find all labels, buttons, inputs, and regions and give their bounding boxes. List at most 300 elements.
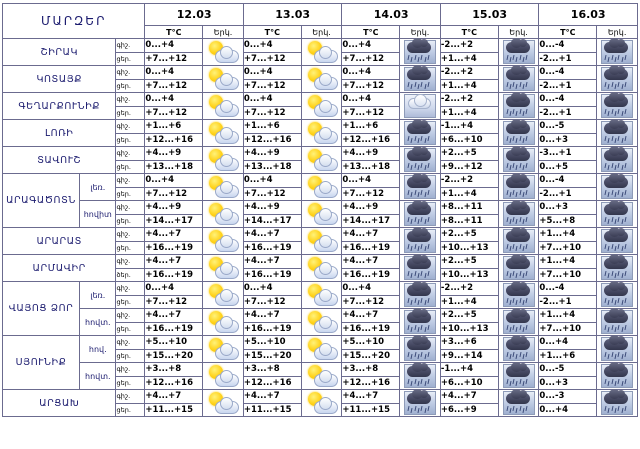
temperature-cell-1: +4...+7 <box>243 228 301 242</box>
sky-condition-cell-2 <box>400 147 441 174</box>
sky-condition-cell-3 <box>498 282 539 309</box>
temperature-cell-0: +5...+10 <box>145 336 203 350</box>
region-name: ՏԱՎՈՒՇ <box>3 147 116 174</box>
sunny-cloud-icon <box>305 66 339 92</box>
temperature-cell-1: +4...+7 <box>243 255 301 269</box>
sky-condition-cell-0 <box>203 390 244 417</box>
sky-condition-cell-1 <box>301 363 342 390</box>
table-row <box>3 120 638 134</box>
sky-condition-cell-4 <box>597 390 638 417</box>
temperature-cell-4: +1...+4 <box>539 309 597 323</box>
temperature-cell-2: +16...+19 <box>342 241 400 255</box>
time-of-day-label: գիշ. <box>116 147 145 161</box>
rain-cloud-icon <box>600 93 634 119</box>
time-of-day-label: գիշ. <box>116 255 145 269</box>
sunny-cloud-icon <box>206 93 240 119</box>
rain-cloud-icon <box>600 174 634 200</box>
sky-condition-cell-2 <box>400 66 441 93</box>
table-row <box>3 201 638 215</box>
temperature-cell-0: +12...+16 <box>145 376 203 390</box>
sky-condition-cell-2 <box>400 201 441 228</box>
sky-condition-cell-0 <box>203 282 244 309</box>
rain-cloud-icon <box>600 363 634 389</box>
sky-condition-cell-1 <box>301 174 342 201</box>
temperature-cell-1: +12...+16 <box>243 376 301 390</box>
temperature-cell-4: 0...+3 <box>539 133 597 147</box>
sunny-cloud-icon <box>305 336 339 362</box>
date-header-2: 14.03 <box>342 4 441 26</box>
subheader-sky-1: Երկ. <box>301 26 342 39</box>
temperature-cell-1: +4...+7 <box>243 309 301 323</box>
rain-cloud-icon <box>600 228 634 254</box>
page-title: ՄԱՐԶԵՐ <box>3 4 145 39</box>
sky-condition-cell-1 <box>301 39 342 66</box>
temperature-cell-2: +4...+7 <box>342 255 400 269</box>
temperature-cell-4: +5...+8 <box>539 214 597 228</box>
temperature-cell-4: 0...+4 <box>539 403 597 417</box>
temperature-cell-2: +7...+12 <box>342 106 400 120</box>
temperature-cell-3: +10...+13 <box>440 322 498 336</box>
table-row <box>3 39 638 53</box>
sky-condition-cell-4 <box>597 282 638 309</box>
table-row <box>3 336 638 350</box>
date-header-3: 15.03 <box>440 4 539 26</box>
temperature-cell-1: +7...+12 <box>243 187 301 201</box>
sky-condition-cell-4 <box>597 147 638 174</box>
sky-condition-cell-1 <box>301 147 342 174</box>
sky-condition-cell-4 <box>597 174 638 201</box>
temperature-cell-0: +4...+7 <box>145 255 203 269</box>
temperature-cell-1: +16...+19 <box>243 268 301 282</box>
temperature-cell-1: +7...+12 <box>243 79 301 93</box>
time-of-day-label: գիշ. <box>116 120 145 134</box>
sunny-cloud-icon <box>305 255 339 281</box>
rain-cloud-icon <box>502 390 536 416</box>
temperature-cell-0: +13...+18 <box>145 160 203 174</box>
sky-condition-cell-2 <box>400 309 441 336</box>
temperature-cell-3: +9...+14 <box>440 349 498 363</box>
subheader-temp-3: T°C <box>440 26 498 39</box>
temperature-cell-0: +11...+15 <box>145 403 203 417</box>
time-of-day-label: գիշ. <box>116 282 145 296</box>
temperature-cell-4: 0...-4 <box>539 174 597 188</box>
sky-condition-cell-2 <box>400 390 441 417</box>
sky-condition-cell-0 <box>203 93 244 120</box>
rain-cloud-icon <box>600 39 634 65</box>
temperature-cell-2: +4...+7 <box>342 228 400 242</box>
rain-cloud-icon <box>502 255 536 281</box>
temperature-cell-4: +7...+10 <box>539 241 597 255</box>
temperature-cell-3: +8...+11 <box>440 214 498 228</box>
cloudy-icon <box>403 93 437 119</box>
temperature-cell-0: +4...+7 <box>145 390 203 404</box>
temperature-cell-1: +13...+18 <box>243 160 301 174</box>
sky-condition-cell-0 <box>203 255 244 282</box>
sky-condition-cell-1 <box>301 390 342 417</box>
time-of-day-label: գիշ. <box>116 39 145 53</box>
sky-condition-cell-2 <box>400 39 441 66</box>
time-of-day-label: գիշ. <box>116 363 145 377</box>
sky-condition-cell-0 <box>203 309 244 336</box>
time-of-day-label: գիշ. <box>116 201 145 215</box>
time-of-day-label: ցեր. <box>116 322 145 336</box>
temperature-cell-3: +6...+9 <box>440 403 498 417</box>
rain-cloud-icon <box>502 309 536 335</box>
temperature-cell-0: +4...+9 <box>145 201 203 215</box>
sky-condition-cell-4 <box>597 93 638 120</box>
temperature-cell-0: +4...+7 <box>145 309 203 323</box>
rain-cloud-icon <box>403 201 437 227</box>
temperature-cell-2: +7...+12 <box>342 52 400 66</box>
region-name: ԼՈՌԻ <box>3 120 116 147</box>
temperature-cell-2: +14...+17 <box>342 214 400 228</box>
time-of-day-label: գիշ. <box>116 336 145 350</box>
subregion-name: հովտ. <box>80 309 116 336</box>
temperature-cell-4: 0...-3 <box>539 390 597 404</box>
temperature-cell-0: +7...+12 <box>145 295 203 309</box>
time-of-day-label: գիշ. <box>116 309 145 323</box>
temperature-cell-3: +10...+13 <box>440 241 498 255</box>
table-row <box>3 255 638 269</box>
table-row <box>3 93 638 107</box>
temperature-cell-2: 0...+4 <box>342 174 400 188</box>
temperature-cell-4: 0...-4 <box>539 93 597 107</box>
temperature-cell-3: +2...+5 <box>440 255 498 269</box>
time-of-day-label: գիշ. <box>116 390 145 404</box>
temperature-cell-0: +7...+12 <box>145 106 203 120</box>
temperature-cell-4: -3...+1 <box>539 147 597 161</box>
sunny-cloud-icon <box>206 120 240 146</box>
table-row <box>3 66 638 80</box>
sky-condition-cell-0 <box>203 228 244 255</box>
table-row <box>3 147 638 161</box>
temperature-cell-1: +16...+19 <box>243 322 301 336</box>
temperature-cell-0: +3...+8 <box>145 363 203 377</box>
subregion-name: հովտ. <box>80 363 116 390</box>
subheader-sky-4: Երկ. <box>597 26 638 39</box>
temperature-cell-4: 0...+3 <box>539 376 597 390</box>
sky-condition-cell-4 <box>597 201 638 228</box>
sky-condition-cell-3 <box>498 93 539 120</box>
table-row <box>3 174 638 188</box>
sky-condition-cell-4 <box>597 120 638 147</box>
temperature-cell-0: +16...+19 <box>145 268 203 282</box>
temperature-cell-2: +13...+18 <box>342 160 400 174</box>
rain-cloud-icon <box>403 336 437 362</box>
temperature-cell-3: +2...+5 <box>440 309 498 323</box>
temperature-cell-4: -2...+1 <box>539 52 597 66</box>
sky-condition-cell-3 <box>498 309 539 336</box>
temperature-cell-2: +3...+8 <box>342 363 400 377</box>
table-header <box>3 4 638 39</box>
sky-condition-cell-2 <box>400 336 441 363</box>
rain-cloud-icon <box>600 120 634 146</box>
time-of-day-label: ցեր. <box>116 376 145 390</box>
sky-condition-cell-3 <box>498 363 539 390</box>
time-of-day-label: գիշ. <box>116 174 145 188</box>
sky-condition-cell-3 <box>498 120 539 147</box>
temperature-cell-0: +14...+17 <box>145 214 203 228</box>
temperature-cell-0: 0...+4 <box>145 174 203 188</box>
temperature-cell-1: +4...+9 <box>243 147 301 161</box>
table-body <box>3 39 638 417</box>
temperature-cell-4: 0...-4 <box>539 39 597 53</box>
temperature-cell-1: +15...+20 <box>243 349 301 363</box>
rain-cloud-icon <box>403 39 437 65</box>
rain-cloud-icon <box>502 282 536 308</box>
temperature-cell-2: +11...+15 <box>342 403 400 417</box>
rain-cloud-icon <box>403 309 437 335</box>
sky-condition-cell-2 <box>400 120 441 147</box>
rain-cloud-icon <box>502 174 536 200</box>
sky-condition-cell-2 <box>400 282 441 309</box>
temperature-cell-3: -2...+2 <box>440 174 498 188</box>
temperature-cell-1: 0...+4 <box>243 66 301 80</box>
temperature-cell-1: +11...+15 <box>243 403 301 417</box>
temperature-cell-1: +4...+9 <box>243 201 301 215</box>
temperature-cell-2: +4...+9 <box>342 147 400 161</box>
temperature-cell-2: 0...+4 <box>342 66 400 80</box>
sky-condition-cell-3 <box>498 255 539 282</box>
temperature-cell-4: -2...+1 <box>539 295 597 309</box>
rain-cloud-icon <box>502 39 536 65</box>
sunny-cloud-icon <box>206 66 240 92</box>
temperature-cell-4: 0...-5 <box>539 120 597 134</box>
rain-cloud-icon <box>600 309 634 335</box>
temperature-cell-0: +7...+12 <box>145 52 203 66</box>
temperature-cell-0: +16...+19 <box>145 241 203 255</box>
rain-cloud-icon <box>403 174 437 200</box>
rain-cloud-icon <box>600 336 634 362</box>
time-of-day-label: ցեր. <box>116 52 145 66</box>
temperature-cell-2: +7...+12 <box>342 295 400 309</box>
temperature-cell-3: -1...+4 <box>440 363 498 377</box>
rain-cloud-icon <box>502 66 536 92</box>
time-of-day-label: ցեր. <box>116 79 145 93</box>
rain-cloud-icon <box>600 282 634 308</box>
table-row <box>3 363 638 377</box>
sky-condition-cell-0 <box>203 147 244 174</box>
temperature-cell-3: +9...+12 <box>440 160 498 174</box>
sunny-cloud-icon <box>206 282 240 308</box>
temperature-cell-4: 0...+3 <box>539 201 597 215</box>
sky-condition-cell-1 <box>301 336 342 363</box>
region-name: ԿՈՏԱՅՔ <box>3 66 116 93</box>
temperature-cell-3: +1...+4 <box>440 295 498 309</box>
temperature-cell-0: +7...+12 <box>145 79 203 93</box>
sunny-cloud-icon <box>305 93 339 119</box>
sky-condition-cell-1 <box>301 282 342 309</box>
time-of-day-label: ցեր. <box>116 214 145 228</box>
temperature-cell-4: -2...+1 <box>539 187 597 201</box>
sunny-cloud-icon <box>206 228 240 254</box>
sky-condition-cell-3 <box>498 66 539 93</box>
region-name: ԱՐՄԱՎԻՐ <box>3 255 116 282</box>
sky-condition-cell-1 <box>301 228 342 255</box>
time-of-day-label: ցեր. <box>116 295 145 309</box>
sunny-cloud-icon <box>206 363 240 389</box>
temperature-cell-0: 0...+4 <box>145 39 203 53</box>
temperature-cell-3: -2...+2 <box>440 93 498 107</box>
temperature-cell-0: +15...+20 <box>145 349 203 363</box>
sky-condition-cell-1 <box>301 93 342 120</box>
temperature-cell-2: +12...+16 <box>342 133 400 147</box>
sky-condition-cell-2 <box>400 228 441 255</box>
temperature-cell-0: +4...+7 <box>145 228 203 242</box>
temperature-cell-4: 0...+5 <box>539 160 597 174</box>
rain-cloud-icon <box>502 228 536 254</box>
time-of-day-label: ցեր. <box>116 349 145 363</box>
temperature-cell-1: +7...+12 <box>243 295 301 309</box>
table-row <box>3 228 638 242</box>
temperature-cell-0: +4...+9 <box>145 147 203 161</box>
temperature-cell-4: -2...+1 <box>539 79 597 93</box>
subheader-sky-3: Երկ. <box>498 26 539 39</box>
sky-condition-cell-0 <box>203 66 244 93</box>
rain-cloud-icon <box>403 66 437 92</box>
temperature-cell-2: 0...+4 <box>342 93 400 107</box>
time-of-day-label: գիշ. <box>116 93 145 107</box>
sunny-cloud-icon <box>206 255 240 281</box>
sky-condition-cell-1 <box>301 120 342 147</box>
date-header-0: 12.03 <box>145 4 244 26</box>
temperature-cell-1: +12...+16 <box>243 133 301 147</box>
temperature-cell-1: +5...+10 <box>243 336 301 350</box>
subheader-sky-0: Երկ. <box>203 26 244 39</box>
rain-cloud-icon <box>403 255 437 281</box>
sky-condition-cell-3 <box>498 228 539 255</box>
rain-cloud-icon <box>502 336 536 362</box>
temperature-cell-3: +6...+10 <box>440 133 498 147</box>
temperature-cell-2: +4...+7 <box>342 390 400 404</box>
temperature-cell-2: +16...+19 <box>342 322 400 336</box>
region-name: ԱՐՑԱԽ <box>3 390 116 417</box>
sky-condition-cell-1 <box>301 309 342 336</box>
sunny-cloud-icon <box>206 147 240 173</box>
table-row <box>3 309 638 323</box>
date-header-4: 16.03 <box>539 4 638 26</box>
temperature-cell-3: +1...+4 <box>440 52 498 66</box>
sky-condition-cell-4 <box>597 228 638 255</box>
temperature-cell-1: 0...+4 <box>243 282 301 296</box>
temperature-cell-0: +12...+16 <box>145 133 203 147</box>
temperature-cell-4: +7...+10 <box>539 268 597 282</box>
temperature-cell-1: +1...+6 <box>243 120 301 134</box>
temperature-cell-4: +1...+4 <box>539 255 597 269</box>
sky-condition-cell-4 <box>597 66 638 93</box>
sky-condition-cell-3 <box>498 39 539 66</box>
sunny-cloud-icon <box>206 336 240 362</box>
temperature-cell-3: +10...+13 <box>440 268 498 282</box>
rain-cloud-icon <box>403 228 437 254</box>
sky-condition-cell-0 <box>203 174 244 201</box>
sky-condition-cell-3 <box>498 201 539 228</box>
subregion-name: հով. <box>80 336 116 363</box>
subregion-name: հովիտ <box>80 201 116 228</box>
temperature-cell-3: -2...+2 <box>440 282 498 296</box>
rain-cloud-icon <box>502 93 536 119</box>
temperature-cell-0: +7...+12 <box>145 187 203 201</box>
rain-cloud-icon <box>600 147 634 173</box>
sky-condition-cell-3 <box>498 147 539 174</box>
temperature-cell-4: 0...-4 <box>539 66 597 80</box>
temperature-cell-1: +4...+7 <box>243 390 301 404</box>
temperature-cell-3: -2...+2 <box>440 66 498 80</box>
temperature-cell-4: +1...+6 <box>539 349 597 363</box>
rain-cloud-icon <box>502 147 536 173</box>
sunny-cloud-icon <box>305 363 339 389</box>
rain-cloud-icon <box>600 390 634 416</box>
time-of-day-label: ծեր. <box>116 268 145 282</box>
temperature-cell-4: +1...+4 <box>539 228 597 242</box>
temperature-cell-4: 0...-4 <box>539 282 597 296</box>
sunny-cloud-icon <box>206 174 240 200</box>
temperature-cell-3: +6...+10 <box>440 376 498 390</box>
temperature-cell-4: -2...+1 <box>539 106 597 120</box>
temperature-cell-1: +7...+12 <box>243 52 301 66</box>
sunny-cloud-icon <box>305 120 339 146</box>
region-name: ՎԱՅՈՑ ՁՈՐ <box>3 282 80 336</box>
region-name: ԱՐԱԳԱԾՈՏՆ <box>3 174 80 228</box>
rain-cloud-icon <box>403 363 437 389</box>
subheader-temp-1: T°C <box>243 26 301 39</box>
time-of-day-label: գիշ. <box>116 66 145 80</box>
rain-cloud-icon <box>502 363 536 389</box>
sunny-cloud-icon <box>305 147 339 173</box>
weather-forecast-table <box>2 3 638 417</box>
subregion-name: լեռ. <box>80 282 116 309</box>
sunny-cloud-icon <box>206 309 240 335</box>
temperature-cell-2: 0...+4 <box>342 282 400 296</box>
temperature-cell-3: +2...+5 <box>440 147 498 161</box>
temperature-cell-1: +14...+17 <box>243 214 301 228</box>
temperature-cell-2: +16...+19 <box>342 268 400 282</box>
sunny-cloud-icon <box>305 390 339 416</box>
time-of-day-label: գիշ. <box>116 228 145 242</box>
sunny-cloud-icon <box>206 390 240 416</box>
sky-condition-cell-3 <box>498 390 539 417</box>
sky-condition-cell-2 <box>400 174 441 201</box>
sky-condition-cell-3 <box>498 174 539 201</box>
sky-condition-cell-0 <box>203 39 244 66</box>
temperature-cell-1: 0...+4 <box>243 39 301 53</box>
sky-condition-cell-0 <box>203 363 244 390</box>
rain-cloud-icon <box>600 66 634 92</box>
temperature-cell-2: +12...+16 <box>342 376 400 390</box>
sky-condition-cell-0 <box>203 201 244 228</box>
sky-condition-cell-4 <box>597 255 638 282</box>
temperature-cell-3: +3...+6 <box>440 336 498 350</box>
temperature-cell-2: +15...+20 <box>342 349 400 363</box>
temperature-cell-2: +4...+9 <box>342 201 400 215</box>
sky-condition-cell-2 <box>400 363 441 390</box>
table-row <box>3 390 638 404</box>
temperature-cell-1: +3...+8 <box>243 363 301 377</box>
sky-condition-cell-4 <box>597 309 638 336</box>
temperature-cell-3: +1...+4 <box>440 187 498 201</box>
temperature-cell-3: +1...+4 <box>440 106 498 120</box>
sky-condition-cell-0 <box>203 120 244 147</box>
time-of-day-label: ցեր. <box>116 133 145 147</box>
subheader-temp-4: T°C <box>539 26 597 39</box>
subheader-sky-2: Երկ. <box>400 26 441 39</box>
temperature-cell-3: +4...+7 <box>440 390 498 404</box>
temperature-cell-2: +5...+10 <box>342 336 400 350</box>
temperature-cell-0: 0...+4 <box>145 93 203 107</box>
temperature-cell-1: +7...+12 <box>243 106 301 120</box>
temperature-cell-4: +7...+10 <box>539 322 597 336</box>
time-of-day-label: ցեր. <box>116 160 145 174</box>
